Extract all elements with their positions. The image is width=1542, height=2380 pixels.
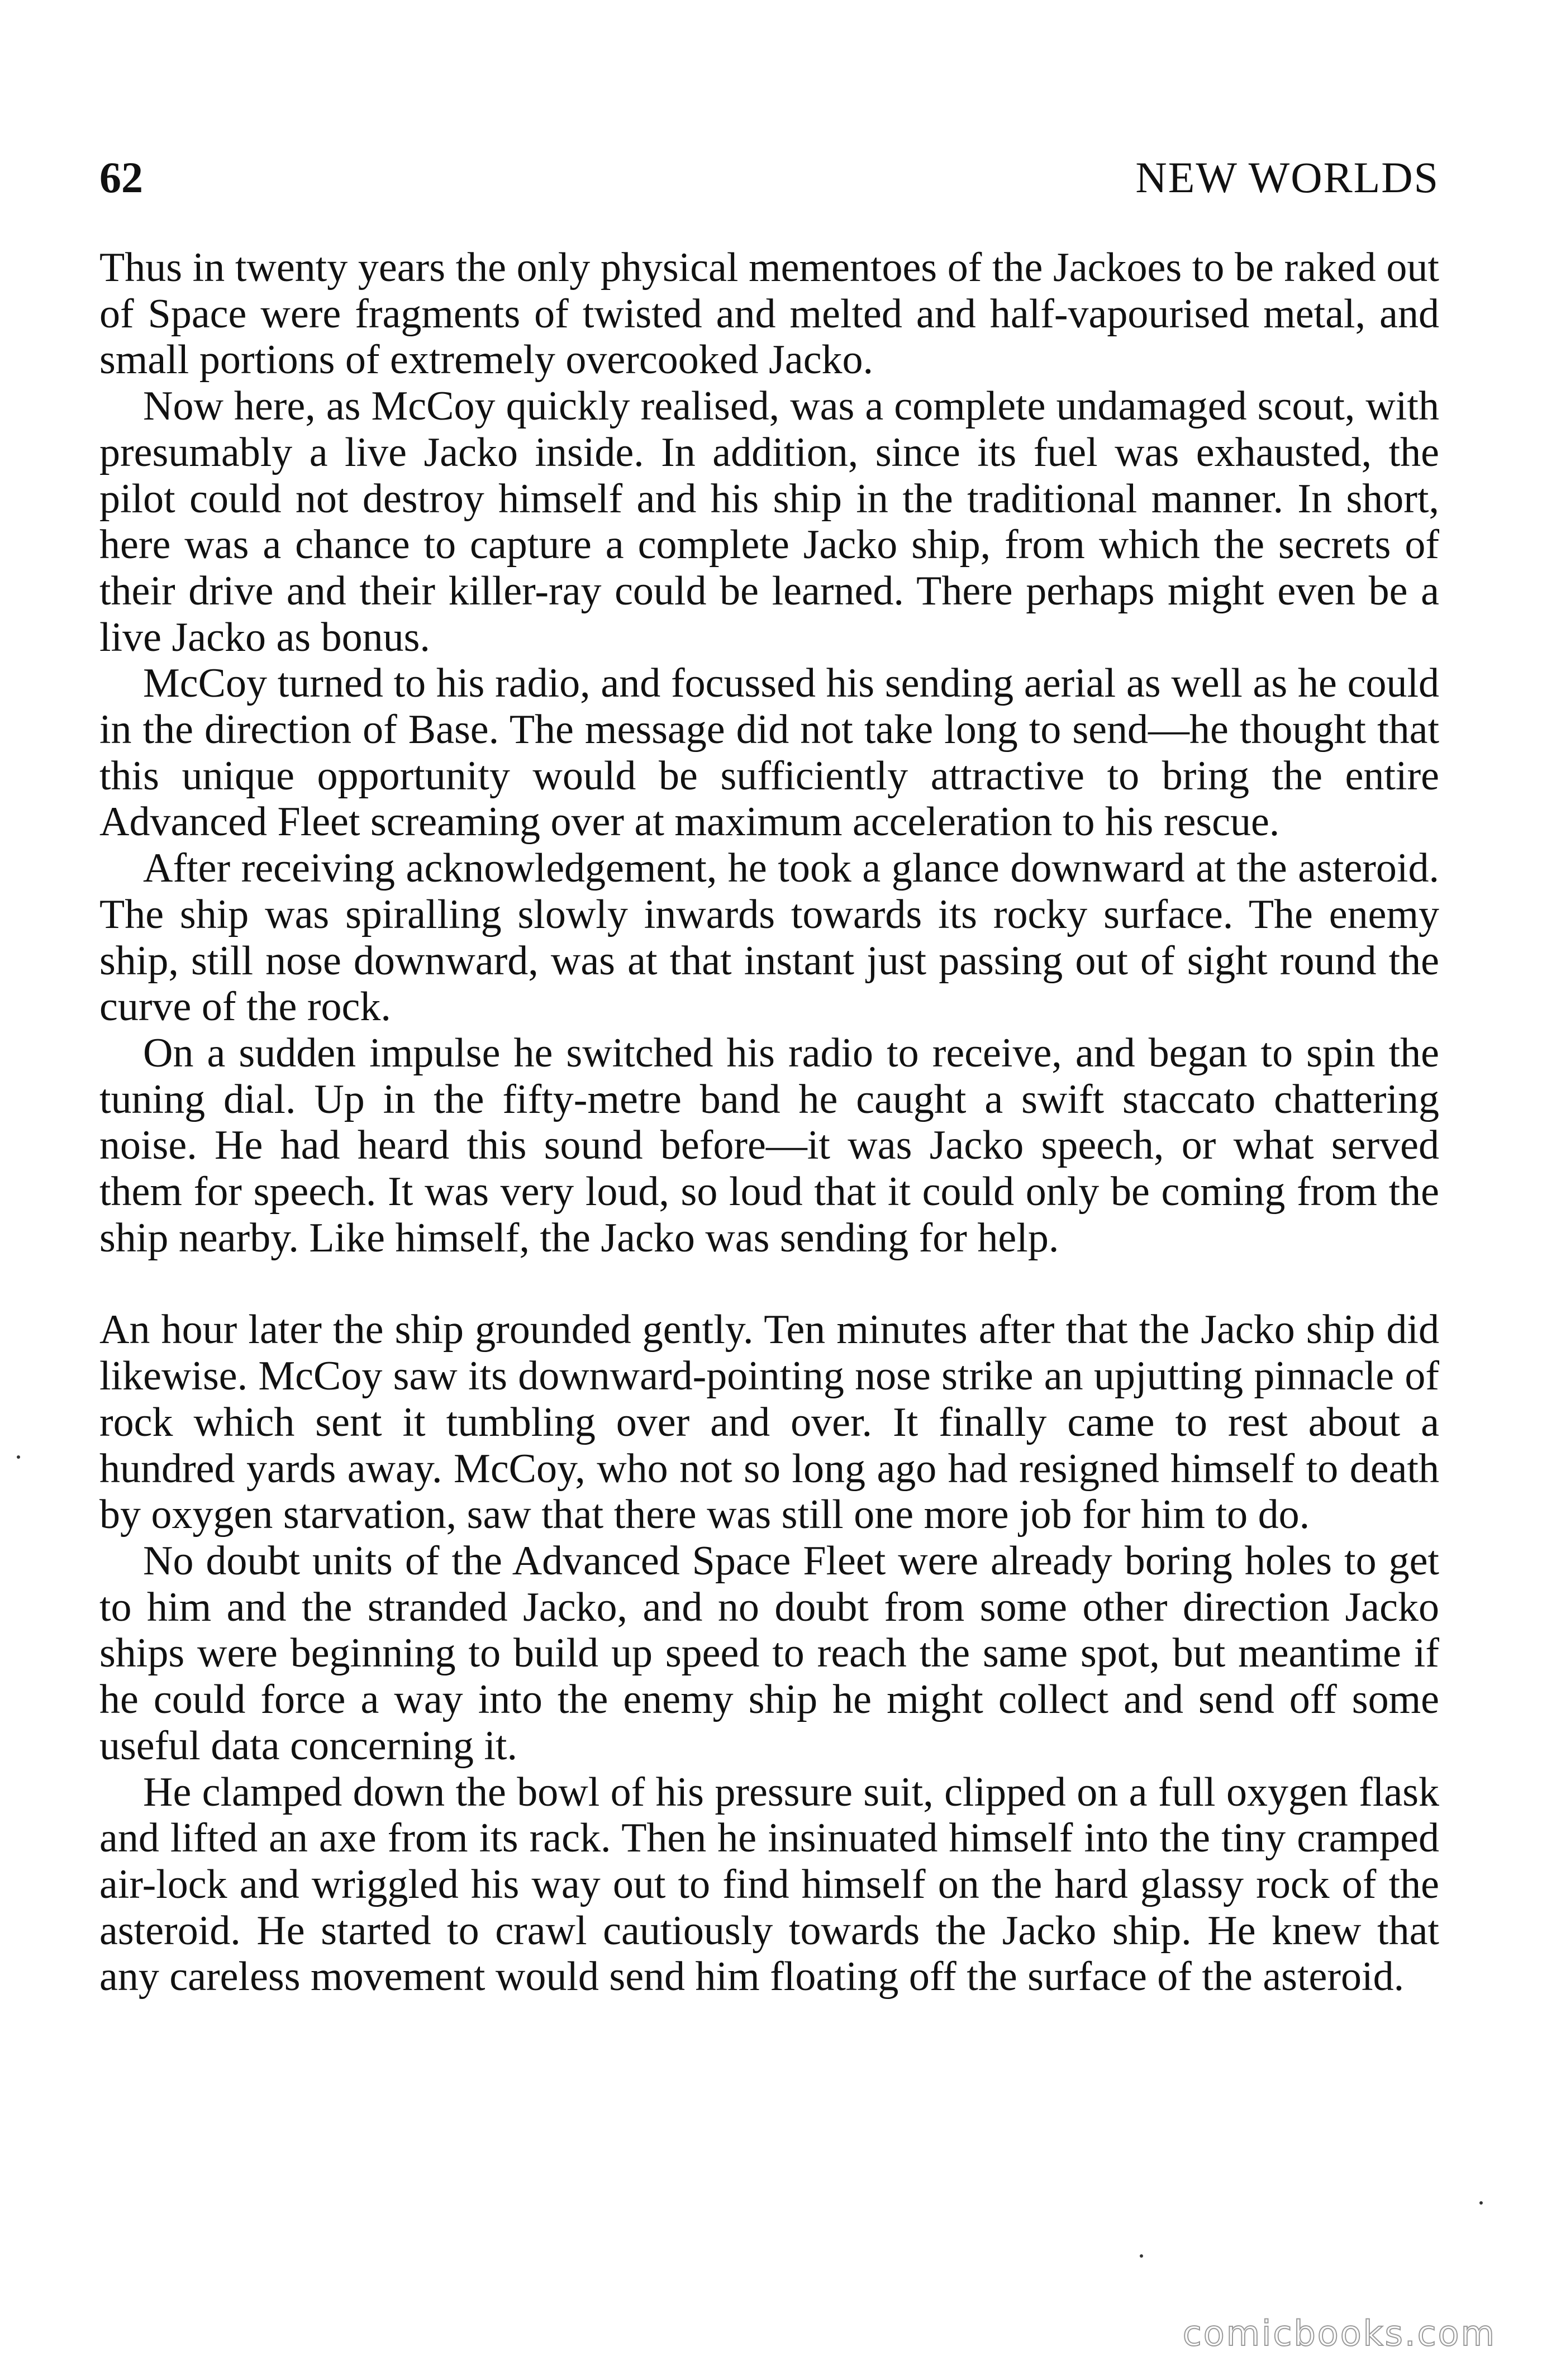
- scan-speck: [1479, 2201, 1483, 2205]
- scan-speck: [17, 1455, 20, 1459]
- paragraph: McCoy turned to his radio, and focussed his sending aerial as well as he could in the direction of Base. The message did not take long to send—he thought that this unique opportunity would be sufficiently attractive to bring the entire Advanced Fleet screaming over at maximum acceleration to his rescue.: [99, 660, 1439, 845]
- scan-speck: [1140, 2254, 1143, 2258]
- paragraph: No doubt units of the Advanced Space Fleet were already boring holes to get to him and the stranded Jacko, and no doubt from some other direction Jacko ships were beginning to build up speed to reach the same spot, but meantime if he could force a way into the enemy ship he might collect and send off some useful data concerning it.: [99, 1538, 1439, 1769]
- paragraph: On a sudden impulse he switched his radio to receive, and began to spin the tuning dial. Up in the fifty-metre band he caught a swift staccato chattering noise. He had heard this sound before—it was Jacko speech, or what served them for speech. It was very loud, so loud that it could only be coming from the ship nearby. Like himself, the Jacko was sending for help.: [99, 1030, 1439, 1261]
- page-header: [99, 150, 1439, 211]
- running-head: NEW WORLDS: [1135, 153, 1439, 202]
- body-text: [99, 245, 1439, 2000]
- section-break: [99, 1261, 1439, 1307]
- paragraph: Thus in twenty years the only physical mementoes of the Jackoes to be raked out of Space were fragments of twisted and melted and half-vapourised metal, and small portions of extremely overcooked Jacko.: [99, 245, 1439, 383]
- paragraph: He clamped down the bowl of his pressure suit, clipped on a full oxygen flask and lifted an axe from its rack. Then he insinuated himself into the tiny cramped air-lock and wriggled his way out to find himself on the hard glassy rock of the asteroid. He started to crawl cautiously towards the Jacko ship. He knew that any careless movement would send him floating off the surface of the asteroid.: [99, 1769, 1439, 2000]
- paragraph: Now here, as McCoy quickly realised, was a complete undamaged scout, with presumably a live Jacko inside. In addition, since its fuel was exhausted, the pilot could not destroy himself and his ship in the traditional manner. In short, here was a chance to capture a complete Jacko ship, from which the secrets of their drive and their killer-ray could be learned. There perhaps might even be a live Jacko as bonus.: [99, 383, 1439, 660]
- paragraph: After receiving acknowledgement, he took a glance downward at the asteroid. The ship was spiralling slowly inwards towards its rocky surface. The enemy ship, still nose downward, was at that instant just passing out of sight round the curve of the rock.: [99, 845, 1439, 1030]
- watermark: comicbooks.com: [1182, 2313, 1496, 2354]
- page-number: 62: [99, 153, 143, 202]
- paragraph: An hour later the ship grounded gently. Ten minutes after that the Jacko ship did likewise. McCoy saw its downward-pointing nose strike an upjutting pinnacle of rock which sent it tumbling over and over. It finally came to rest about a hundred yards away. McCoy, who not so long ago had resigned himself to death by oxygen starvation, saw that there was still one more job for him to do.: [99, 1307, 1439, 1538]
